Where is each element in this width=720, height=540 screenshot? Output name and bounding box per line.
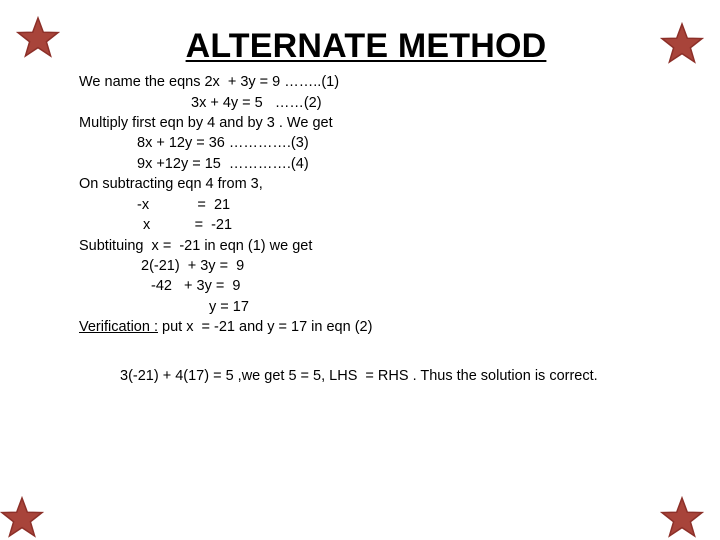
equation-line-2: 3x + 4y = 5 ……(2) (191, 95, 322, 111)
result-line-x: x = -21 (143, 217, 233, 233)
instruction-line-substitute: Subtituing x = -21 in eqn (1) we get (79, 238, 313, 254)
substitution-line-1: 2(-21) + 3y = 9 (141, 258, 245, 274)
star-icon (0, 496, 44, 540)
verification-text: put x = -21 and y = 17 in eqn (2) (158, 319, 373, 335)
conclusion-line: 3(-21) + 4(17) = 5 ,we get 5 = 5, LHS = RHS . Thus the solution is correct. (120, 368, 598, 384)
result-line-y: y = 17 (209, 299, 249, 315)
verification-label: Verification : (79, 319, 158, 335)
page-title (0, 24, 720, 68)
star-icon (660, 496, 704, 540)
page-title-text: ALTERNATE METHOD (185, 27, 547, 65)
equation-line-3: 8x + 12y = 36 ………….(3) (137, 135, 309, 151)
instruction-line-subtract: On subtracting eqn 4 from 3, (79, 176, 263, 192)
equation-line-4: 9x +12y = 15 ………….(4) (137, 156, 309, 172)
equation-line-1: We name the eqns 2x + 3y = 9 ……..(1) (79, 74, 340, 90)
substitution-line-2: -42 + 3y = 9 (151, 278, 241, 294)
verification-line (79, 317, 372, 337)
result-line-neg-x: -x = 21 (137, 197, 231, 213)
instruction-line-multiply: Multiply first eqn by 4 and by 3 . We get (79, 115, 333, 131)
